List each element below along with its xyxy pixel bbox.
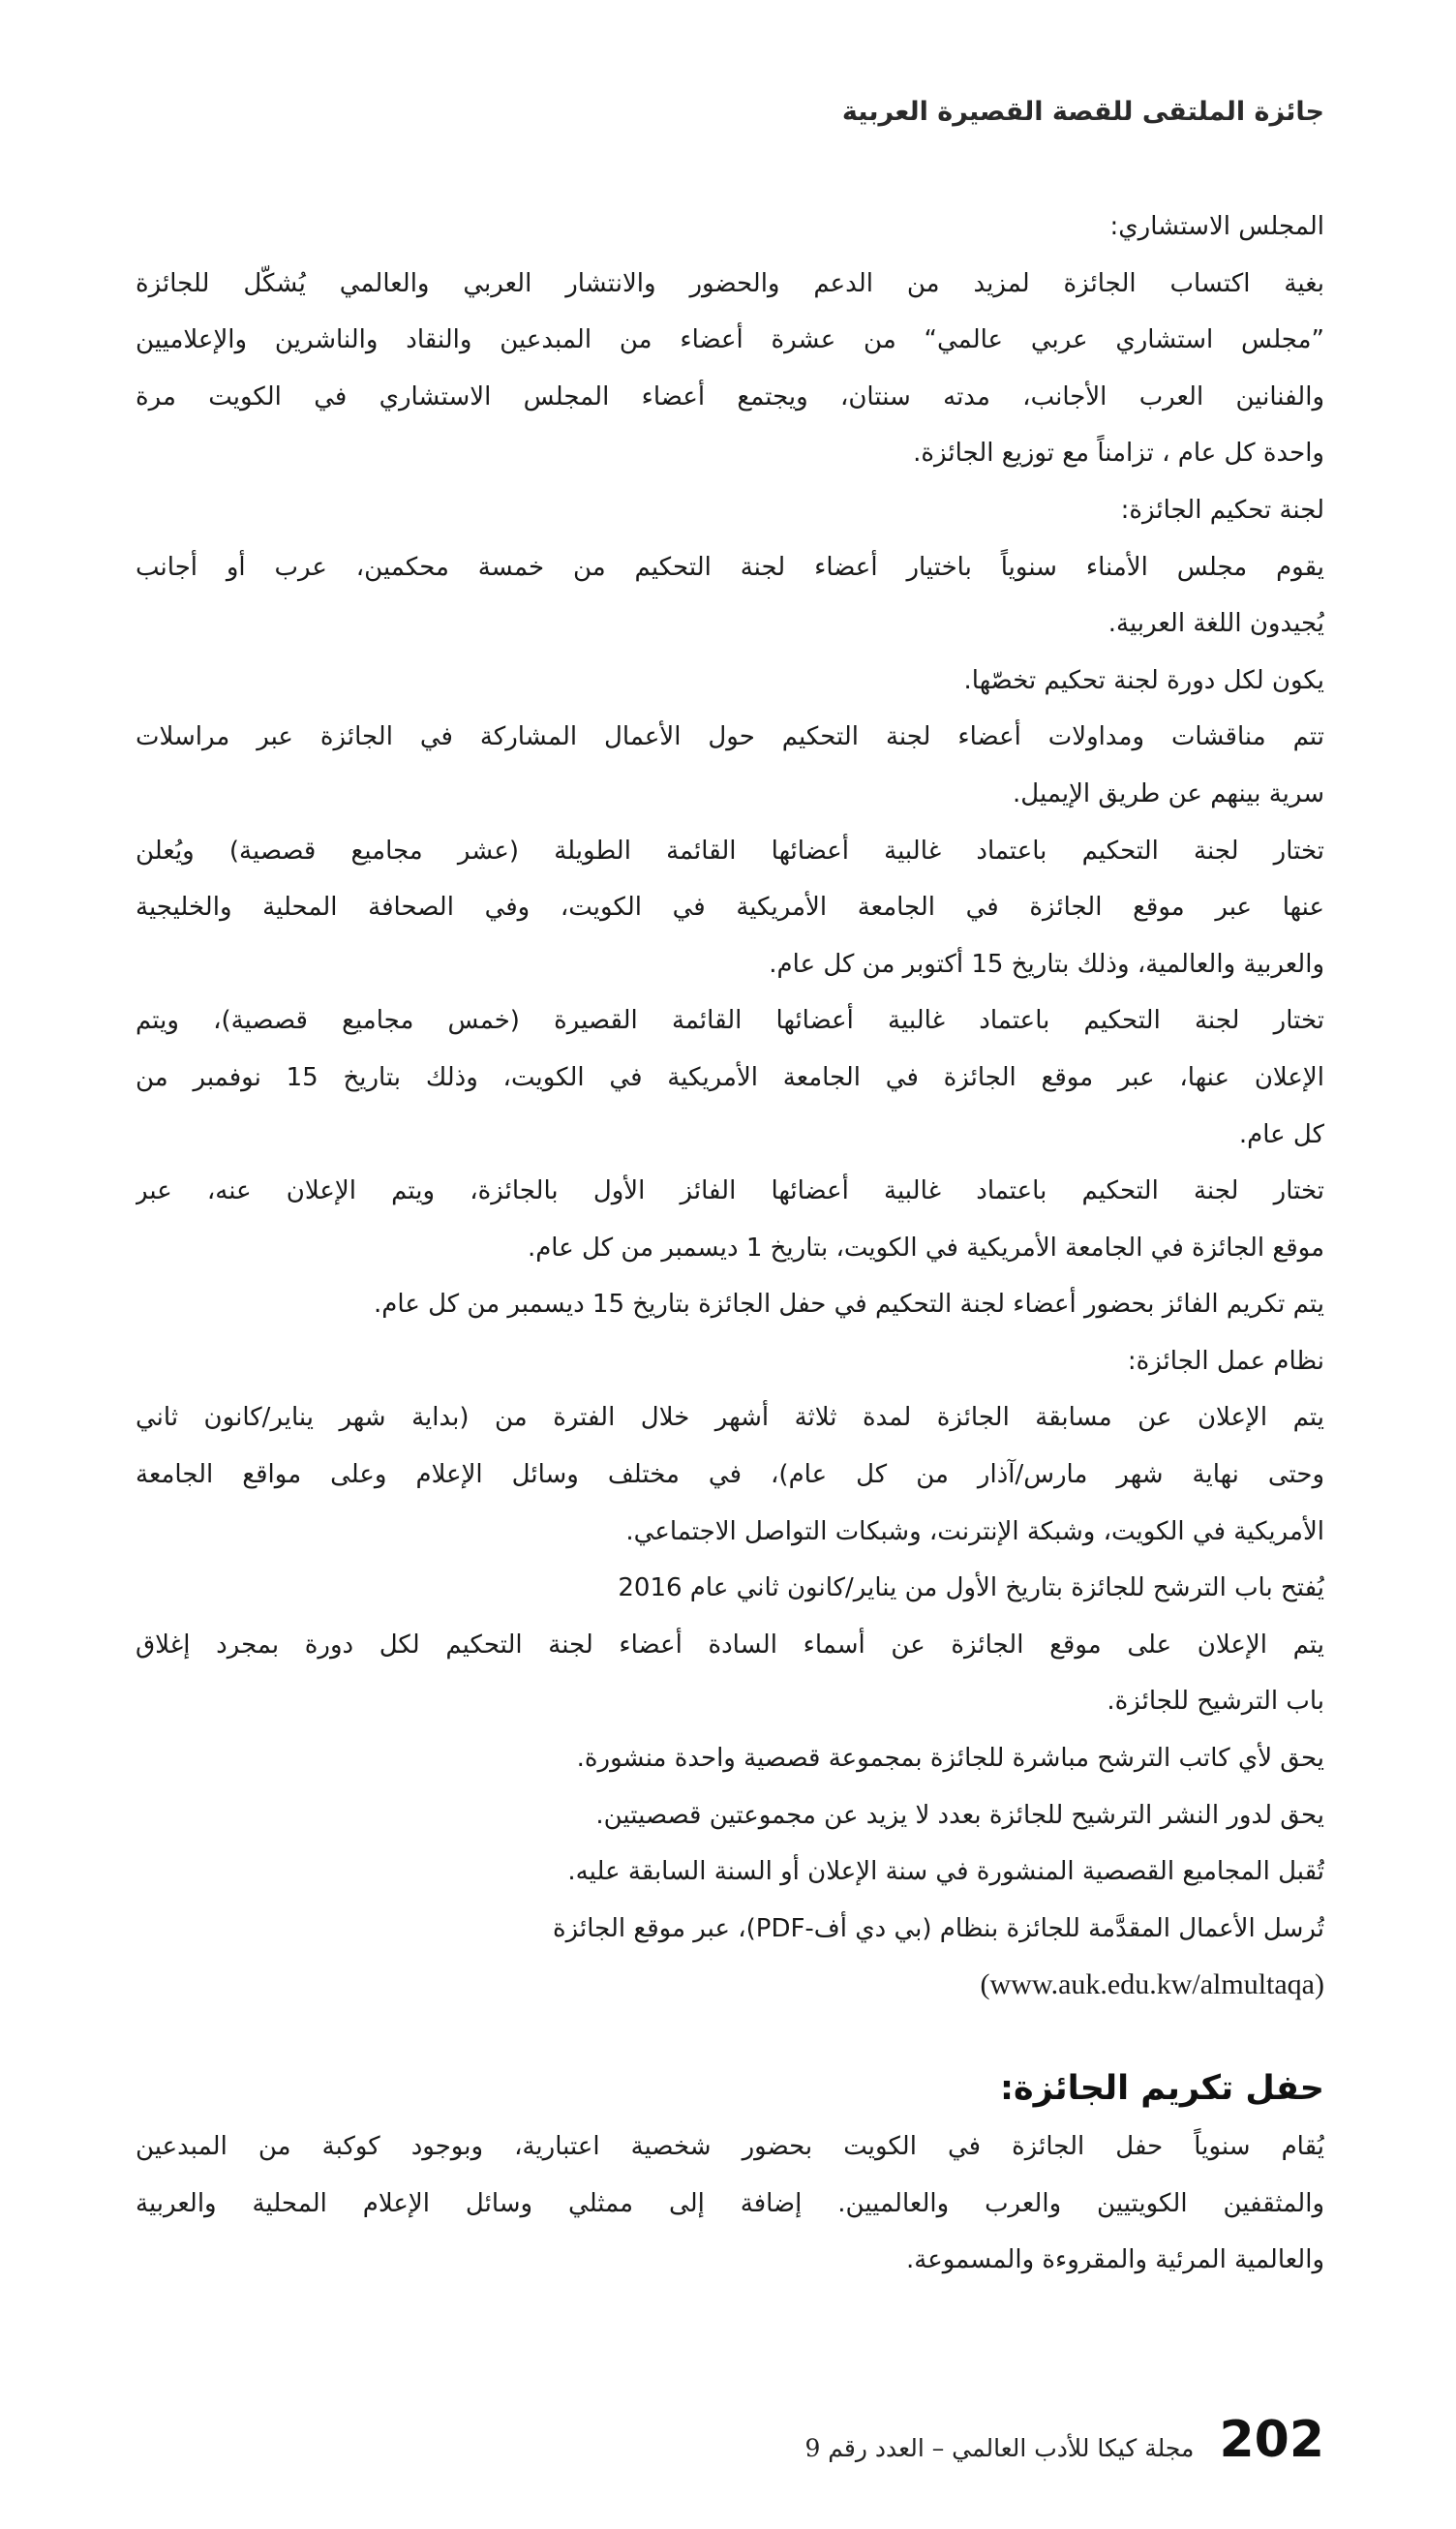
- paragraph-line: والفنانين العرب الأجانب، مدته سنتان، ويجتمع أعضاء المجلس الاستشاري في الكويت مرة: [136, 381, 1324, 411]
- page-footer: [804, 2411, 1324, 2469]
- paragraph-line: تختار لجنة التحكيم باعتماد غالبية أعضائها الفائز الأول بالجائزة، ويتم الإعلان عنه، عبر: [136, 1176, 1324, 1206]
- subheading-advisory-council: المجلس الاستشاري:: [1109, 212, 1324, 241]
- website-url: (www.auk.edu.kw/almultaqa): [980, 1968, 1324, 2001]
- paragraph-line: يُفتح باب الترشح للجائزة بتاريخ الأول من يناير/كانون ثاني عام 2016: [618, 1573, 1324, 1603]
- subheading-award-system: نظام عمل الجائزة:: [1127, 1346, 1324, 1376]
- paragraph-line: تُرسل الأعمال المقدَّمة للجائزة بنظام (بي دي أف-PDF)، عبر موقع الجائزة: [553, 1913, 1324, 1943]
- paragraph-line: كل عام.: [1238, 1119, 1324, 1149]
- subheading-jury: لجنة تحكيم الجائزة:: [1120, 495, 1324, 525]
- paragraph-line: والعربية والعالمية، وذلك بتاريخ 15 أكتوبر من كل عام.: [769, 949, 1324, 979]
- paragraph-line: سرية بينهم عن طريق الإيميل.: [1013, 778, 1324, 808]
- paragraph-line: يقوم مجلس الأمناء سنوياً باختيار أعضاء لجنة التحكيم من خمسة محكمين، عرب أو أجانب: [136, 552, 1324, 582]
- paragraph-line: تتم مناقشات ومداولات أعضاء لجنة التحكيم حول الأعمال المشاركة في الجائزة عبر مراسلات: [136, 722, 1324, 752]
- paragraph-line: يُقام سنوياً حفل الجائزة في الكويت بحضور شخصية اعتبارية، وبوجود كوكبة من المبدعين: [136, 2132, 1324, 2161]
- paragraph-line: يتم تكريم الفائز بحضور أعضاء لجنة التحكيم في حفل الجائزة بتاريخ 15 ديسمبر من كل عام.: [374, 1290, 1324, 1320]
- paragraph-line: بغية اكتساب الجائزة لمزيد من الدعم والحضور والانتشار العربي والعالمي يُشكّل للجائزة: [136, 268, 1324, 298]
- paragraph-line: تختار لجنة التحكيم باعتماد غالبية أعضائها القائمة الطويلة (عشر مجاميع قصصية) ويُعلن: [136, 836, 1324, 866]
- paragraph-line: تختار لجنة التحكيم باعتماد غالبية أعضائها القائمة القصيرة (خمس مجاميع قصصية)، ويتم: [136, 1006, 1324, 1036]
- paragraph-line: يكون لكل دورة لجنة تحكيم تخصّها.: [963, 665, 1324, 695]
- paragraph-line: يُجيدون اللغة العربية.: [1107, 609, 1324, 639]
- paragraph-line: يتم الإعلان على موقع الجائزة عن أسماء السادة أعضاء لجنة التحكيم لكل دورة بمجرد إغلاق: [136, 1630, 1324, 1660]
- paragraph-line: يتم الإعلان عن مسابقة الجائزة لمدة ثلاثة أشهر خلال الفترة من (بداية شهر يناير/كانون ثاني: [136, 1403, 1324, 1433]
- paragraph-line: عنها عبر موقع الجائزة في الجامعة الأمريكية في الكويت، وفي الصحافة المحلية والخليجية: [136, 893, 1324, 923]
- paragraph-line: ”مجلس استشاري عربي عالمي“ من عشرة أعضاء من المبدعين والنقاد والناشرين والإعلاميين: [136, 325, 1324, 355]
- journal-name: مجلة كيكا للأدب العالمي – العدد رقم 9: [804, 2434, 1195, 2462]
- paragraph-line: والمثقفين الكويتيين والعرب والعالميين. إضافة إلى ممثلي وسائل الإعلام المحلية والعربية: [136, 2188, 1324, 2218]
- paragraph-line: موقع الجائزة في الجامعة الأمريكية في الكويت، بتاريخ 1 ديسمبر من كل عام.: [527, 1233, 1324, 1263]
- main-content: [136, 198, 1324, 2289]
- paragraph-line: الأمريكية في الكويت، وشبكة الإنترنت، وشبكات التواصل الاجتماعي.: [625, 1516, 1324, 1546]
- running-header: جائزة الملتقى للقصة القصيرة العربية: [841, 97, 1324, 127]
- paragraph-line: تُقبل المجاميع القصصية المنشورة في سنة الإعلان أو السنة السابقة عليه.: [567, 1857, 1324, 1887]
- section-title-award-ceremony: حفل تكريم الجائزة:: [1000, 2069, 1324, 2108]
- page-number: 202: [1219, 2411, 1324, 2469]
- paragraph-line: يحق لأي كاتب الترشح مباشرة للجائزة بمجموعة قصصية واحدة منشورة.: [576, 1744, 1324, 1774]
- paragraph-line: يحق لدور النشر الترشيح للجائزة بعدد لا يزيد عن مجموعتين قصصيتين.: [595, 1800, 1324, 1830]
- paragraph-line: وحتى نهاية شهر مارس/آذار من كل عام)، في مختلف وسائل الإعلام وعلى مواقع الجامعة: [136, 1460, 1324, 1490]
- paragraph-line: باب الترشيح للجائزة.: [1107, 1687, 1324, 1717]
- paragraph-line: والعالمية المرئية والمقروءة والمسموعة.: [906, 2245, 1324, 2275]
- paragraph-line: الإعلان عنها، عبر موقع الجائزة في الجامعة الأمريكية في الكويت، وذلك بتاريخ 15 نوفمبر من: [136, 1062, 1324, 1092]
- paragraph-line: واحدة كل عام ، تزامناً مع توزيع الجائزة.: [913, 439, 1324, 469]
